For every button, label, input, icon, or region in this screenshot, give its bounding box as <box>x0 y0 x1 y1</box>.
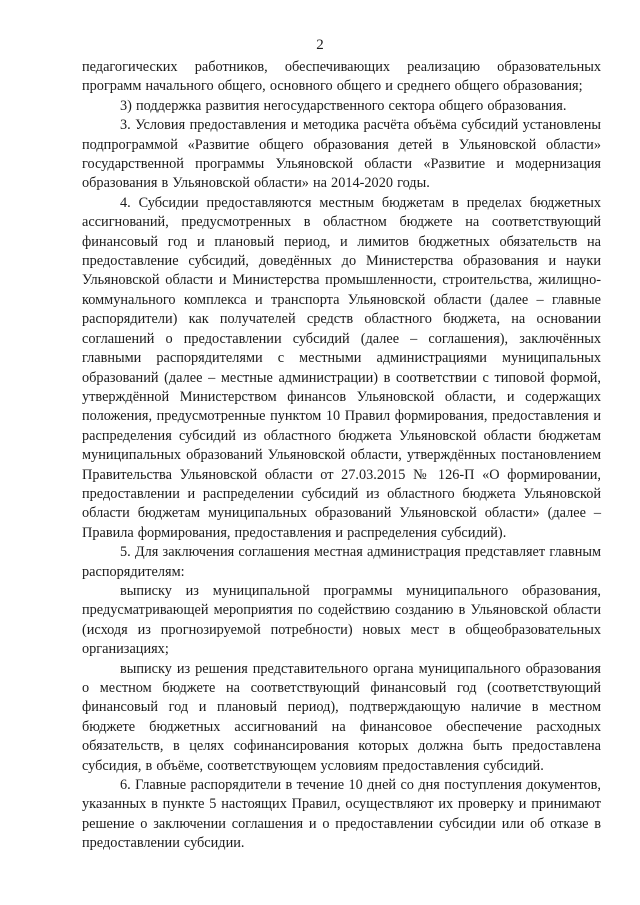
page-number: 2 <box>316 37 324 53</box>
paragraph-clause-5-extract-decision: выписку из решения представительного органа муниципального образования о местном бюджете на соответствующий финансовый год (соответствующий финансовый год и плановый период), подтверждающую наличие в местном бюджете бюджетных ассигнований на финансовое обеспечение расходных обязательств, в целях софинансирования которых должна быть предоставлена субсидия, в объёме, соответствующем условиям предоставления субсидий. <box>82 660 601 774</box>
paragraph-continuation: педагогических работников, обеспечивающих реализацию образовательных программ начального общего, основного общего и среднего общего образования; <box>82 59 601 95</box>
paragraph-clause-5-extract-program: выписку из муниципальной программы муниципального образования, предусматривающей мероприятия по содействию созданию в Ульяновской области (исходя из прогнозируемой потребности) новых мест в общеобразовательных организациях; <box>82 582 601 658</box>
paragraph-clause-3: 3. Условия предоставления и методика расчёта объёма субсидий установлены подпрограммой «Развитие общего образования детей в Ульяновской области» государственной программы Ульяновской области «Развитие и модернизация образования в Ульяновской области» на 2014-2020 годы. <box>82 117 601 192</box>
paragraph-clause-5: 5. Для заключения соглашения местная администрация представляет главным распорядителям: <box>82 544 601 580</box>
paragraph-clause-4: 4. Субсидии предоставляются местным бюджетам в пределах бюджетных ассигнований, предусмотренных в областном бюджете на соответствующий финансовый год и плановый период, и лимитов бюджетных обязательств на предоставление субсидий, доведённых до Министерства образования и науки Ульяновской области и Министерства промышленности, строительства, жилищно-коммунального комплекса и транспорта Ульяновской области (далее – главные распорядители) как получателей средств областного бюджета, на основании соглашений о предоставлении субсидий (далее – соглашения), заключённых главными распорядителями с местными администрациями муниципальных образований (далее – местные администрации) в соответствии с типовой формой, утверждённой Министерством финансов Ульяновской области, и содержащих положения, предусмотренные пунктом 10 Правил формирования, предоставления и распределения субсидий из областного бюджета Ульяновской области бюджетам муниципальных образований Ульяновской области, утверждённых постановлением Правительства Ульяновской области от 27.03.2015 № 126-П «О формировании, предоставлении и распределении субсидий из областного бюджета Ульяновской области бюджетам муниципальных образований Ульяновской области» (далее – Правила формирования, предоставления и распределения субсидий). <box>82 194 601 541</box>
document-body <box>82 58 601 854</box>
paragraph-clause-6: 6. Главные распорядители в течение 10 дней со дня поступления документов, указанных в пункте 5 настоящих Правил, осуществляют их проверку и принимают решение о заключении соглашения и о предоставлении субсидии или об отказе в предоставлении субсидии. <box>82 777 601 852</box>
paragraph-item-3-support: 3) поддержка развития негосударственного сектора общего образования. <box>120 97 567 114</box>
